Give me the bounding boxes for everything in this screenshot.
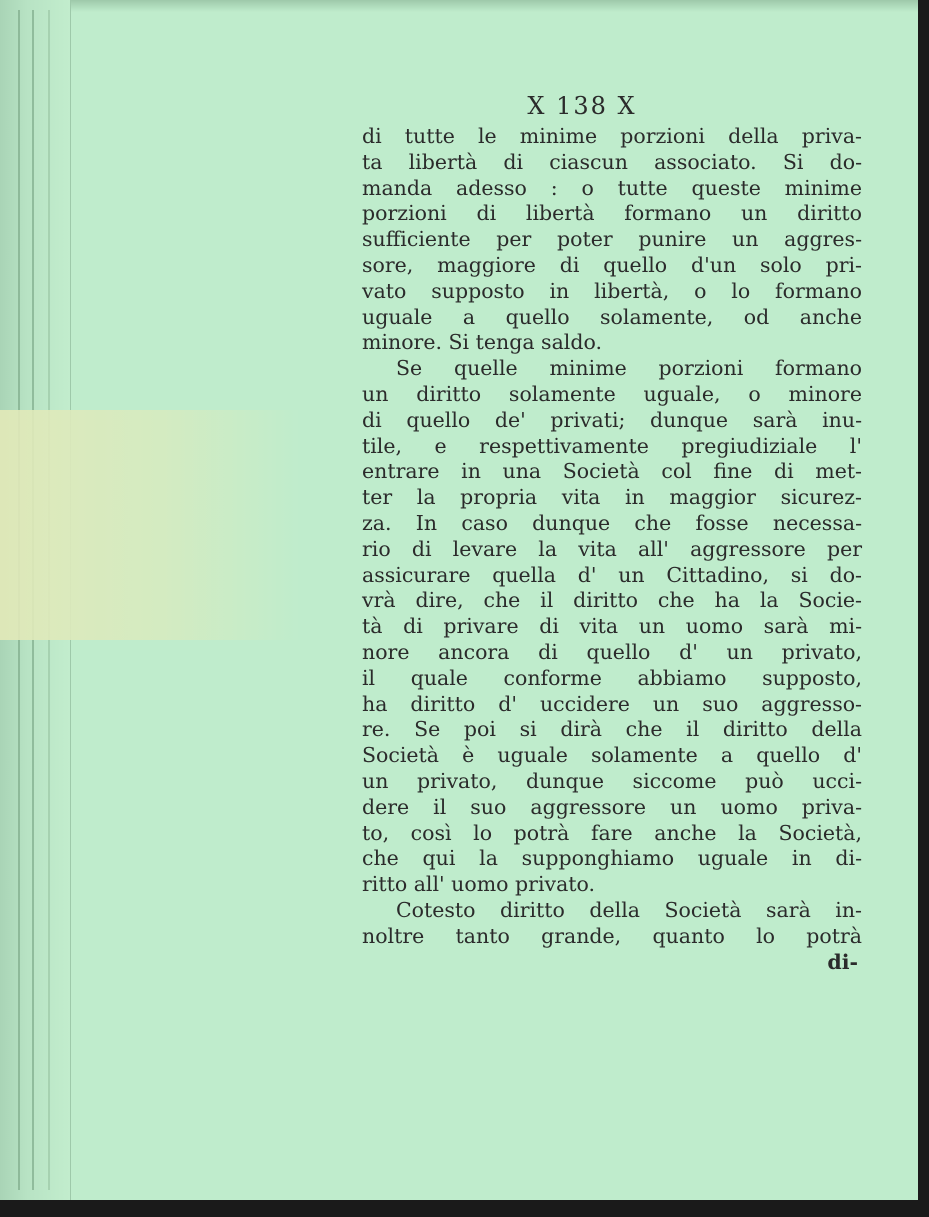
text-line: minore. Si tenga saldo. xyxy=(362,330,602,355)
text-line: manda adesso : o tutte queste minime xyxy=(362,175,862,200)
text-line: vrà dire, che il diritto che ha la Socie- xyxy=(362,588,862,613)
text-line: dere il suo aggressore un uomo priva- xyxy=(362,794,862,819)
text-line: uguale a quello solamente, od anche xyxy=(362,304,862,329)
text-line: tile, e respettivamente pregiudiziale l' xyxy=(362,433,862,458)
text-line: to, così lo potrà fare anche la Società, xyxy=(362,820,862,845)
text-line: assicurare quella d' un Cittadino, si do- xyxy=(362,562,862,587)
catchword: di- xyxy=(827,949,858,974)
text-line: sufficiente per poter punire un aggres- xyxy=(362,227,862,252)
text-line: nore ancora di quello d' un privato, xyxy=(362,639,862,664)
text-line: sore, maggiore di quello d'un solo pri- xyxy=(362,252,862,277)
scan-artifact-band xyxy=(0,410,300,640)
text-line: ta libertà di ciascun associato. Si do- xyxy=(362,149,862,174)
text-line: noltre tanto grande, quanto lo potrà xyxy=(362,923,862,948)
text-line: che qui la supponghiamo uguale in di- xyxy=(362,846,862,871)
text-line: porzioni di libertà formano un diritto xyxy=(362,201,862,226)
page-text xyxy=(362,92,862,975)
page-number-header: X 138 X xyxy=(527,92,637,120)
text-line: di quello de' privati; dunque sarà inu- xyxy=(362,407,862,432)
text-line: il quale conforme abbiamo supposto, xyxy=(362,665,862,690)
text-line: un diritto solamente uguale, o minore xyxy=(362,381,862,406)
text-line: ha diritto d' uccidere un suo aggresso- xyxy=(362,691,862,716)
text-line: un privato, dunque siccome può ucci- xyxy=(362,768,862,793)
paragraph-start-line: Se quelle minime porzioni formano xyxy=(396,356,862,381)
text-line: vato supposto in libertà, o lo formano xyxy=(362,278,862,303)
paragraph-start-line: Cotesto diritto della Società sarà in- xyxy=(396,897,862,922)
text-line: di tutte le minime porzioni della priva- xyxy=(362,124,862,148)
text-line: entrare in una Società col fine di met- xyxy=(362,459,862,484)
text-line: re. Se poi si dirà che il diritto della xyxy=(362,717,862,742)
page-top-shadow xyxy=(0,0,918,12)
text-line: Società è uguale solamente a quello d' xyxy=(362,743,862,768)
text-line: ter la propria vita in maggior sicurez- xyxy=(362,485,862,510)
text-line: ritto all' uomo privato. xyxy=(362,872,596,897)
text-line: za. In caso dunque che fosse necessa- xyxy=(362,510,862,535)
text-line: tà di privare di vita un uomo sarà mi- xyxy=(362,614,862,639)
text-line: rio di levare la vita all' aggressore per xyxy=(362,536,862,561)
